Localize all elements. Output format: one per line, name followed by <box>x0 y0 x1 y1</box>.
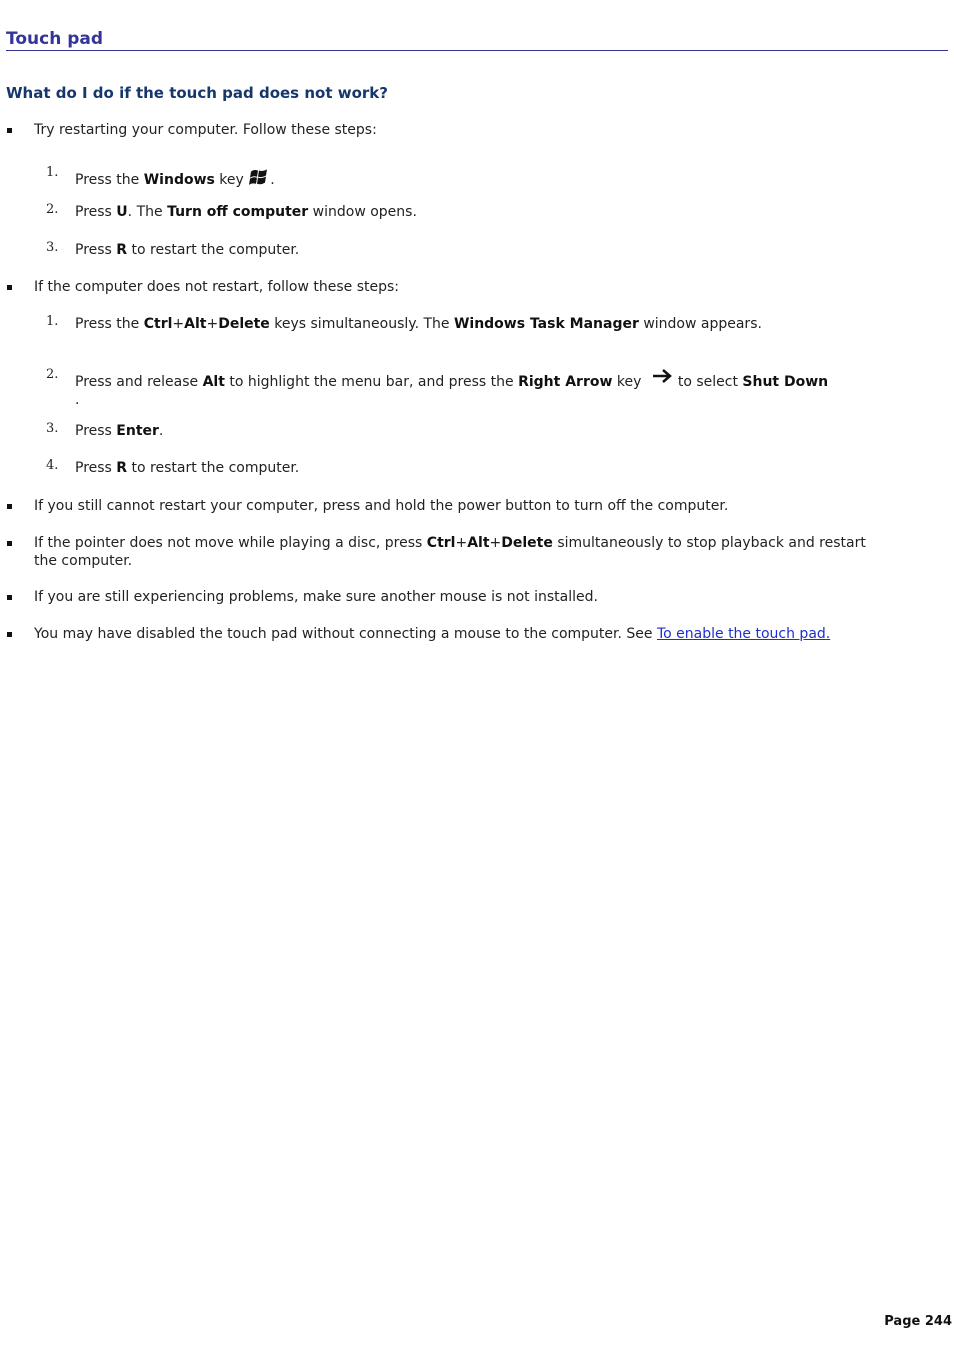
step-number: 1. <box>46 314 59 329</box>
step-text: Press R to restart the computer. <box>75 242 300 258</box>
step-text: Press the Windows key . <box>75 166 905 191</box>
page-title: Touch pad <box>6 29 948 51</box>
step-text: Press Enter. <box>75 423 164 439</box>
bullet-marker <box>7 285 12 290</box>
bullet-marker <box>7 632 12 637</box>
bullet-marker <box>7 128 12 133</box>
step-text: Press R to restart the computer. <box>75 460 300 476</box>
step-number: 1. <box>46 165 59 180</box>
step-number: 2. <box>46 202 59 217</box>
page-number: Page 244 <box>884 1314 952 1329</box>
bullet-text: Try restarting your computer. Follow these steps: <box>34 122 377 138</box>
step-number: 4. <box>46 458 59 473</box>
section-heading: What do I do if the touch pad does not work? <box>6 84 388 102</box>
right-arrow-icon <box>652 368 674 389</box>
bullet-marker <box>7 595 12 600</box>
bullet-text: If you still cannot restart your computer, press and hold the power button to turn off the computer. <box>34 498 729 514</box>
step-text: Press the Ctrl+Alt+Delete keys simultaneously. The Windows Task Manager window appears. <box>75 316 762 332</box>
step-number: 2. <box>46 367 59 382</box>
bullet-text: You may have disabled the touch pad without connecting a mouse to the computer. See To enable the touch pad. <box>34 626 831 642</box>
step-text: Press and release Alt to highlight the menu bar, and press the Right Arrow key to select Shut Down . <box>75 368 905 409</box>
bullet-text: If the computer does not restart, follow these steps: <box>34 279 400 295</box>
windows-logo-icon <box>248 166 270 191</box>
bullet-marker <box>7 541 12 546</box>
step-text: Press U. The Turn off computer window opens. <box>75 204 417 220</box>
bullet-text: If the pointer does not move while playing a disc, press Ctrl+Alt+Delete simultaneously to stop playback and restart the computer. <box>34 535 866 569</box>
enable-touch-pad-link[interactable]: To enable the touch pad. <box>656 626 831 642</box>
step-number: 3. <box>46 240 59 255</box>
bullet-text: If you are still experiencing problems, make sure another mouse is not installed. <box>34 589 598 605</box>
step-number: 3. <box>46 421 59 436</box>
bullet-marker <box>7 504 12 509</box>
